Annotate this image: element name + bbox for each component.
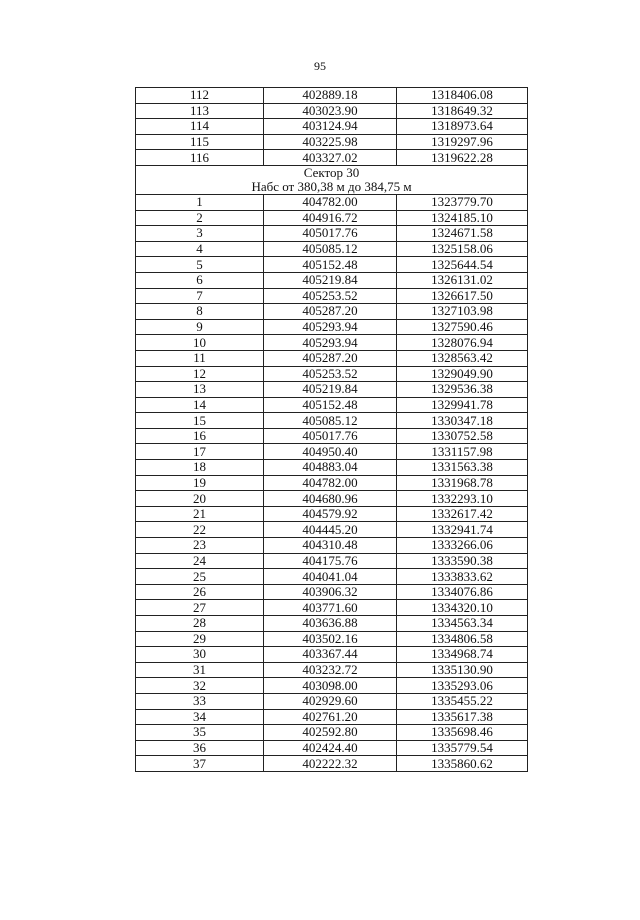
point-number-cell: 2 bbox=[136, 210, 264, 226]
point-number-cell: 7 bbox=[136, 288, 264, 304]
sector-header-row bbox=[136, 165, 528, 194]
y-coordinate-cell: 1331157.98 bbox=[397, 444, 528, 460]
table-row bbox=[136, 475, 528, 491]
point-number-cell: 29 bbox=[136, 631, 264, 647]
point-number-cell: 13 bbox=[136, 382, 264, 398]
point-number-cell: 14 bbox=[136, 397, 264, 413]
table-row bbox=[136, 693, 528, 709]
table-row bbox=[136, 134, 528, 150]
table-row bbox=[136, 662, 528, 678]
y-coordinate-cell: 1334563.34 bbox=[397, 616, 528, 632]
y-coordinate-cell: 1329049.90 bbox=[397, 366, 528, 382]
table-row bbox=[136, 194, 528, 210]
point-number-cell: 28 bbox=[136, 616, 264, 632]
point-number-cell: 25 bbox=[136, 569, 264, 585]
table-row bbox=[136, 600, 528, 616]
table-row bbox=[136, 631, 528, 647]
table-row bbox=[136, 413, 528, 429]
point-number-cell: 5 bbox=[136, 257, 264, 273]
table-body-before-sector bbox=[136, 88, 528, 166]
y-coordinate-cell: 1334806.58 bbox=[397, 631, 528, 647]
y-coordinate-cell: 1326131.02 bbox=[397, 272, 528, 288]
x-coordinate-cell: 403367.44 bbox=[264, 647, 397, 663]
table-row bbox=[136, 226, 528, 242]
y-coordinate-cell: 1319622.28 bbox=[397, 150, 528, 166]
x-coordinate-cell: 403023.90 bbox=[264, 103, 397, 119]
table-row bbox=[136, 553, 528, 569]
table-row bbox=[136, 522, 528, 538]
point-number-cell: 37 bbox=[136, 756, 264, 772]
point-number-cell: 9 bbox=[136, 319, 264, 335]
y-coordinate-cell: 1335130.90 bbox=[397, 662, 528, 678]
sector-subtitle: Набс от 380,38 м до 384,75 м bbox=[251, 178, 412, 194]
y-coordinate-cell: 1331563.38 bbox=[397, 460, 528, 476]
x-coordinate-cell: 403232.72 bbox=[264, 662, 397, 678]
point-number-cell: 112 bbox=[136, 88, 264, 104]
table-row bbox=[136, 119, 528, 135]
x-coordinate-cell: 405152.48 bbox=[264, 397, 397, 413]
point-number-cell: 24 bbox=[136, 553, 264, 569]
sector-header-group bbox=[136, 165, 528, 194]
x-coordinate-cell: 403098.00 bbox=[264, 678, 397, 694]
x-coordinate-cell: 404782.00 bbox=[264, 194, 397, 210]
point-number-cell: 115 bbox=[136, 134, 264, 150]
x-coordinate-cell: 404445.20 bbox=[264, 522, 397, 538]
x-coordinate-cell: 404041.04 bbox=[264, 569, 397, 585]
x-coordinate-cell: 403771.60 bbox=[264, 600, 397, 616]
sector-title: Сектор 30 bbox=[303, 165, 360, 180]
x-coordinate-cell: 404883.04 bbox=[264, 460, 397, 476]
y-coordinate-cell: 1332293.10 bbox=[397, 491, 528, 507]
x-coordinate-cell: 402424.40 bbox=[264, 740, 397, 756]
x-coordinate-cell: 405219.84 bbox=[264, 382, 397, 398]
y-coordinate-cell: 1335860.62 bbox=[397, 756, 528, 772]
x-coordinate-cell: 404175.76 bbox=[264, 553, 397, 569]
table-row bbox=[136, 756, 528, 772]
table-row bbox=[136, 538, 528, 554]
y-coordinate-cell: 1327103.98 bbox=[397, 304, 528, 320]
point-number-cell: 18 bbox=[136, 460, 264, 476]
table-row bbox=[136, 288, 528, 304]
point-number-cell: 36 bbox=[136, 740, 264, 756]
x-coordinate-cell: 402889.18 bbox=[264, 88, 397, 104]
x-coordinate-cell: 405287.20 bbox=[264, 304, 397, 320]
y-coordinate-cell: 1328076.94 bbox=[397, 335, 528, 351]
table-row bbox=[136, 616, 528, 632]
table-row bbox=[136, 304, 528, 320]
y-coordinate-cell: 1324185.10 bbox=[397, 210, 528, 226]
x-coordinate-cell: 402929.60 bbox=[264, 693, 397, 709]
table-row bbox=[136, 272, 528, 288]
point-number-cell: 34 bbox=[136, 709, 264, 725]
x-coordinate-cell: 404950.40 bbox=[264, 444, 397, 460]
coordinates-table bbox=[135, 87, 528, 772]
point-number-cell: 19 bbox=[136, 475, 264, 491]
table-row bbox=[136, 647, 528, 663]
x-coordinate-cell: 403636.88 bbox=[264, 616, 397, 632]
y-coordinate-cell: 1335293.06 bbox=[397, 678, 528, 694]
y-coordinate-cell: 1334320.10 bbox=[397, 600, 528, 616]
y-coordinate-cell: 1318406.08 bbox=[397, 88, 528, 104]
point-number-cell: 16 bbox=[136, 428, 264, 444]
y-coordinate-cell: 1330752.58 bbox=[397, 428, 528, 444]
y-coordinate-cell: 1333833.62 bbox=[397, 569, 528, 585]
point-number-cell: 11 bbox=[136, 350, 264, 366]
y-coordinate-cell: 1332941.74 bbox=[397, 522, 528, 538]
y-coordinate-cell: 1333266.06 bbox=[397, 538, 528, 554]
y-coordinate-cell: 1330347.18 bbox=[397, 413, 528, 429]
page-number: 95 bbox=[314, 59, 326, 73]
table-row bbox=[136, 491, 528, 507]
table-row bbox=[136, 150, 528, 166]
x-coordinate-cell: 403124.94 bbox=[264, 119, 397, 135]
x-coordinate-cell: 404310.48 bbox=[264, 538, 397, 554]
x-coordinate-cell: 405085.12 bbox=[264, 241, 397, 257]
table-row bbox=[136, 444, 528, 460]
point-number-cell: 6 bbox=[136, 272, 264, 288]
y-coordinate-cell: 1328563.42 bbox=[397, 350, 528, 366]
table-row bbox=[136, 506, 528, 522]
point-number-cell: 15 bbox=[136, 413, 264, 429]
x-coordinate-cell: 402592.80 bbox=[264, 725, 397, 741]
x-coordinate-cell: 405293.94 bbox=[264, 335, 397, 351]
x-coordinate-cell: 402761.20 bbox=[264, 709, 397, 725]
y-coordinate-cell: 1318973.64 bbox=[397, 119, 528, 135]
point-number-cell: 113 bbox=[136, 103, 264, 119]
x-coordinate-cell: 404782.00 bbox=[264, 475, 397, 491]
x-coordinate-cell: 405017.76 bbox=[264, 428, 397, 444]
point-number-cell: 4 bbox=[136, 241, 264, 257]
y-coordinate-cell: 1325158.06 bbox=[397, 241, 528, 257]
x-coordinate-cell: 405219.84 bbox=[264, 272, 397, 288]
y-coordinate-cell: 1329941.78 bbox=[397, 397, 528, 413]
point-number-cell: 35 bbox=[136, 725, 264, 741]
x-coordinate-cell: 405287.20 bbox=[264, 350, 397, 366]
point-number-cell: 27 bbox=[136, 600, 264, 616]
table-row bbox=[136, 460, 528, 476]
y-coordinate-cell: 1335779.54 bbox=[397, 740, 528, 756]
table-row bbox=[136, 382, 528, 398]
table-row bbox=[136, 88, 528, 104]
point-number-cell: 31 bbox=[136, 662, 264, 678]
x-coordinate-cell: 403225.98 bbox=[264, 134, 397, 150]
table-row bbox=[136, 428, 528, 444]
point-number-cell: 3 bbox=[136, 226, 264, 242]
y-coordinate-cell: 1334076.86 bbox=[397, 584, 528, 600]
point-number-cell: 8 bbox=[136, 304, 264, 320]
table-body-sector-30 bbox=[136, 194, 528, 771]
y-coordinate-cell: 1335698.46 bbox=[397, 725, 528, 741]
point-number-cell: 20 bbox=[136, 491, 264, 507]
point-number-cell: 116 bbox=[136, 150, 264, 166]
point-number-cell: 26 bbox=[136, 584, 264, 600]
y-coordinate-cell: 1326617.50 bbox=[397, 288, 528, 304]
x-coordinate-cell: 404680.96 bbox=[264, 491, 397, 507]
table-row bbox=[136, 350, 528, 366]
table-row bbox=[136, 103, 528, 119]
table-row bbox=[136, 366, 528, 382]
x-coordinate-cell: 405253.52 bbox=[264, 366, 397, 382]
y-coordinate-cell: 1335455.22 bbox=[397, 693, 528, 709]
y-coordinate-cell: 1324671.58 bbox=[397, 226, 528, 242]
point-number-cell: 23 bbox=[136, 538, 264, 554]
point-number-cell: 30 bbox=[136, 647, 264, 663]
point-number-cell: 22 bbox=[136, 522, 264, 538]
point-number-cell: 32 bbox=[136, 678, 264, 694]
table-row bbox=[136, 319, 528, 335]
table-row bbox=[136, 740, 528, 756]
point-number-cell: 10 bbox=[136, 335, 264, 351]
y-coordinate-cell: 1318649.32 bbox=[397, 103, 528, 119]
table-row bbox=[136, 709, 528, 725]
x-coordinate-cell: 404579.92 bbox=[264, 506, 397, 522]
x-coordinate-cell: 402222.32 bbox=[264, 756, 397, 772]
y-coordinate-cell: 1325644.54 bbox=[397, 257, 528, 273]
y-coordinate-cell: 1331968.78 bbox=[397, 475, 528, 491]
x-coordinate-cell: 405017.76 bbox=[264, 226, 397, 242]
y-coordinate-cell: 1327590.46 bbox=[397, 319, 528, 335]
point-number-cell: 12 bbox=[136, 366, 264, 382]
y-coordinate-cell: 1334968.74 bbox=[397, 647, 528, 663]
x-coordinate-cell: 403502.16 bbox=[264, 631, 397, 647]
x-coordinate-cell: 405293.94 bbox=[264, 319, 397, 335]
table-row bbox=[136, 257, 528, 273]
x-coordinate-cell: 405085.12 bbox=[264, 413, 397, 429]
table-row bbox=[136, 335, 528, 351]
y-coordinate-cell: 1323779.70 bbox=[397, 194, 528, 210]
y-coordinate-cell: 1319297.96 bbox=[397, 134, 528, 150]
y-coordinate-cell: 1333590.38 bbox=[397, 553, 528, 569]
point-number-cell: 33 bbox=[136, 693, 264, 709]
table-row bbox=[136, 397, 528, 413]
table-row bbox=[136, 210, 528, 226]
point-number-cell: 114 bbox=[136, 119, 264, 135]
x-coordinate-cell: 403327.02 bbox=[264, 150, 397, 166]
x-coordinate-cell: 405253.52 bbox=[264, 288, 397, 304]
table-row bbox=[136, 725, 528, 741]
y-coordinate-cell: 1329536.38 bbox=[397, 382, 528, 398]
table-row bbox=[136, 241, 528, 257]
sector-header-cell bbox=[136, 165, 528, 194]
y-coordinate-cell: 1332617.42 bbox=[397, 506, 528, 522]
point-number-cell: 17 bbox=[136, 444, 264, 460]
x-coordinate-cell: 404916.72 bbox=[264, 210, 397, 226]
y-coordinate-cell: 1335617.38 bbox=[397, 709, 528, 725]
table-row bbox=[136, 569, 528, 585]
point-number-cell: 1 bbox=[136, 194, 264, 210]
table-row bbox=[136, 678, 528, 694]
x-coordinate-cell: 403906.32 bbox=[264, 584, 397, 600]
point-number-cell: 21 bbox=[136, 506, 264, 522]
x-coordinate-cell: 405152.48 bbox=[264, 257, 397, 273]
table-row bbox=[136, 584, 528, 600]
